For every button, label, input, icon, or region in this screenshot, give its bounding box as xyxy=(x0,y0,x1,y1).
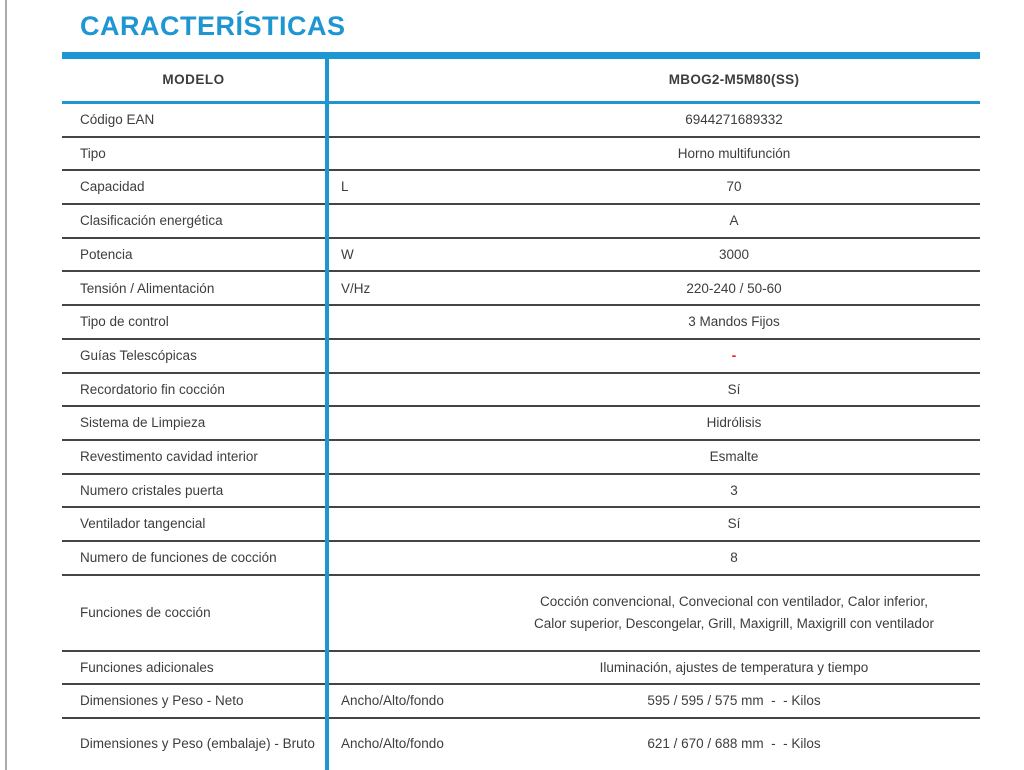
spec-value: 8 xyxy=(730,550,738,565)
table-row xyxy=(62,372,980,406)
spec-label: Tipo de control xyxy=(80,314,169,330)
spec-label: Ventilador tangencial xyxy=(80,516,206,532)
table-row xyxy=(62,136,980,170)
table-header-row xyxy=(62,59,980,104)
table-row xyxy=(62,104,980,136)
spec-unit: V/Hz xyxy=(341,280,371,296)
spec-unit: W xyxy=(341,246,354,262)
table-rows xyxy=(62,104,980,769)
model-name: MBOG2-M5M80(SS) xyxy=(668,72,800,88)
spec-value: Esmalte xyxy=(709,448,759,464)
spec-value: 595 / 595 / 575 mm - - Kilos xyxy=(647,693,821,709)
spec-label: Guías Telescópicas xyxy=(80,347,197,363)
spec-label: Revestimento cavidad interior xyxy=(80,448,258,464)
spec-value: 6944271689332 xyxy=(685,112,783,128)
spec-value: 3 xyxy=(730,482,738,498)
spec-label: Tipo xyxy=(80,145,106,161)
spec-unit: L xyxy=(341,179,349,195)
table-row xyxy=(62,405,980,439)
spec-label: Numero de funciones de cocción xyxy=(80,550,277,565)
spec-value: Horno multifunción xyxy=(677,145,791,161)
spec-label: Dimensiones y Peso (embalaje) - Bruto xyxy=(80,736,315,752)
spec-value: 3000 xyxy=(718,246,750,262)
spec-label: Dimensiones y Peso - Neto xyxy=(80,693,244,709)
spec-value: - xyxy=(731,347,737,363)
spec-value: A xyxy=(729,213,739,229)
table-row xyxy=(62,270,980,304)
spec-value: Hidrólisis xyxy=(706,415,762,431)
table-row xyxy=(62,439,980,473)
table-row xyxy=(62,540,980,574)
table-row xyxy=(62,304,980,338)
table-row xyxy=(62,506,980,540)
spec-table xyxy=(62,52,980,770)
page-edge-line xyxy=(5,0,7,770)
page-title: CARACTERÍSTICAS xyxy=(80,11,346,41)
spec-unit: Ancho/Alto/fondo xyxy=(341,736,444,752)
spec-value: 3 Mandos Fijos xyxy=(688,314,780,330)
spec-value: Sí xyxy=(727,516,741,532)
table-row xyxy=(62,237,980,271)
model-column-header: MODELO xyxy=(162,72,225,88)
table-top-bar xyxy=(62,52,980,59)
table-row xyxy=(62,169,980,203)
spec-value: Sí xyxy=(727,381,741,397)
spec-label: Sistema de Limpieza xyxy=(80,415,206,431)
spec-label: Capacidad xyxy=(80,179,145,195)
spec-label: Clasificación energética xyxy=(80,213,223,229)
spec-label: Código EAN xyxy=(80,112,155,128)
spec-label: Funciones de cocción xyxy=(80,604,211,620)
spec-label: Tensión / Alimentación xyxy=(80,280,215,296)
spec-value: 220-240 / 50-60 xyxy=(686,280,782,296)
table-row xyxy=(62,683,980,717)
spec-value: 621 / 670 / 688 mm - - Kilos xyxy=(647,736,821,752)
spec-unit: Ancho/Alto/fondo xyxy=(341,693,444,709)
spec-value: Iluminación, ajustes de temperatura y tiempo xyxy=(599,659,869,675)
table-row xyxy=(62,574,980,650)
spec-value: 70 xyxy=(726,179,742,195)
spec-label: Potencia xyxy=(80,246,133,262)
table-row xyxy=(62,650,980,684)
table-row xyxy=(62,203,980,237)
table-row xyxy=(62,338,980,372)
column-divider-line xyxy=(325,52,329,770)
spec-value: Cocción convencional, Convecional con ventilador, Calor inferior, Calor superior, Descongelar, Grill, Maxigrill, Maxigrill con ventilador xyxy=(534,594,934,631)
table-row xyxy=(62,473,980,507)
spec-label: Recordatorio fin cocción xyxy=(80,381,225,397)
spec-label: Funciones adicionales xyxy=(80,659,214,675)
spec-label: Numero cristales puerta xyxy=(80,482,224,498)
table-row xyxy=(62,717,980,769)
